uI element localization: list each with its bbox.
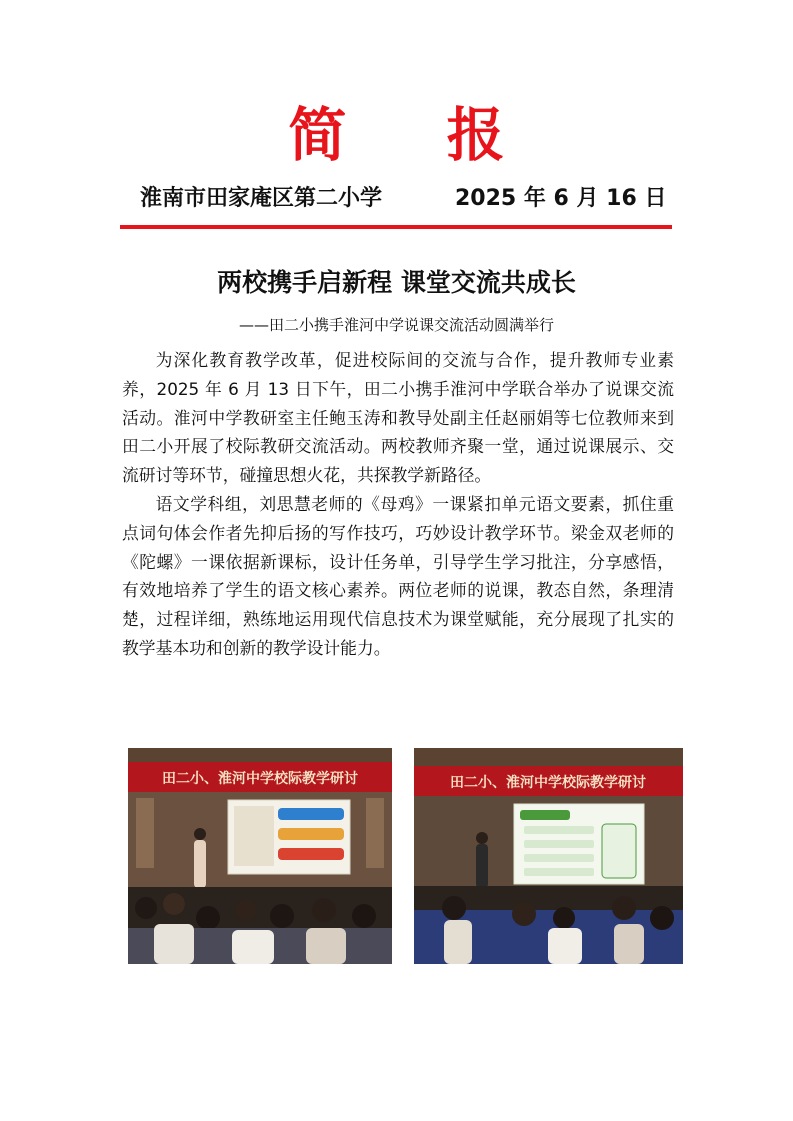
- paragraph: 语文学科组，刘思慧老师的《母鸡》一课紧扣单元语文要素，抓住重点词句体会作者先抑后扬的写作技巧，巧妙设计教学环节。梁金双老师的《陀螺》一课依据新课标，设计任务单，引导学生学习批注，分享感悟，有效地培养了学生的语文核心素养。两位老师的说课，教态自然，条理清楚，过程详细，熟练地运用现代信息技术为课堂赋能，充分展现了扎实的教学基本功和创新的教学设计能力。: [122, 493, 674, 658]
- paragraph: 为深化教育教学改革，促进校际间的交流与合作，提升教师专业素养，2025 年 6 月 13 日下午，田二小携手淮河中学联合举办了说课交流活动。淮河中学教研室主任鲍玉涛和教导处副主任赵丽娟等七位教师来到田二小开展了校际教研交流活动。两校教师齐聚一堂，通过说课展示、交流研讨等环节，碰撞思想火花，共探教学新路径。: [122, 350, 674, 486]
- photo-illustration: [128, 748, 392, 964]
- article-body: [122, 346, 674, 663]
- red-divider: [120, 225, 672, 229]
- masthead-title: 简 报: [288, 101, 545, 169]
- photo-presentation-left: [128, 748, 392, 964]
- article-headline: 两校携手启新程 课堂交流共成长: [217, 268, 576, 297]
- issuer-school: 淮南市田家庵区第二小学: [140, 186, 383, 211]
- photo-illustration: [414, 748, 683, 964]
- article-subheadline: ——田二小携手淮河中学说课交流活动圆满举行: [238, 316, 554, 334]
- issue-date: 2025 年 6 月 16 日: [455, 186, 667, 211]
- photo-presentation-right: [414, 748, 683, 964]
- photo-banner-text: 田二小、淮河中学校际教学研讨: [450, 775, 646, 791]
- photo-banner-text: 田二小、淮河中学校际教学研讨: [162, 771, 358, 787]
